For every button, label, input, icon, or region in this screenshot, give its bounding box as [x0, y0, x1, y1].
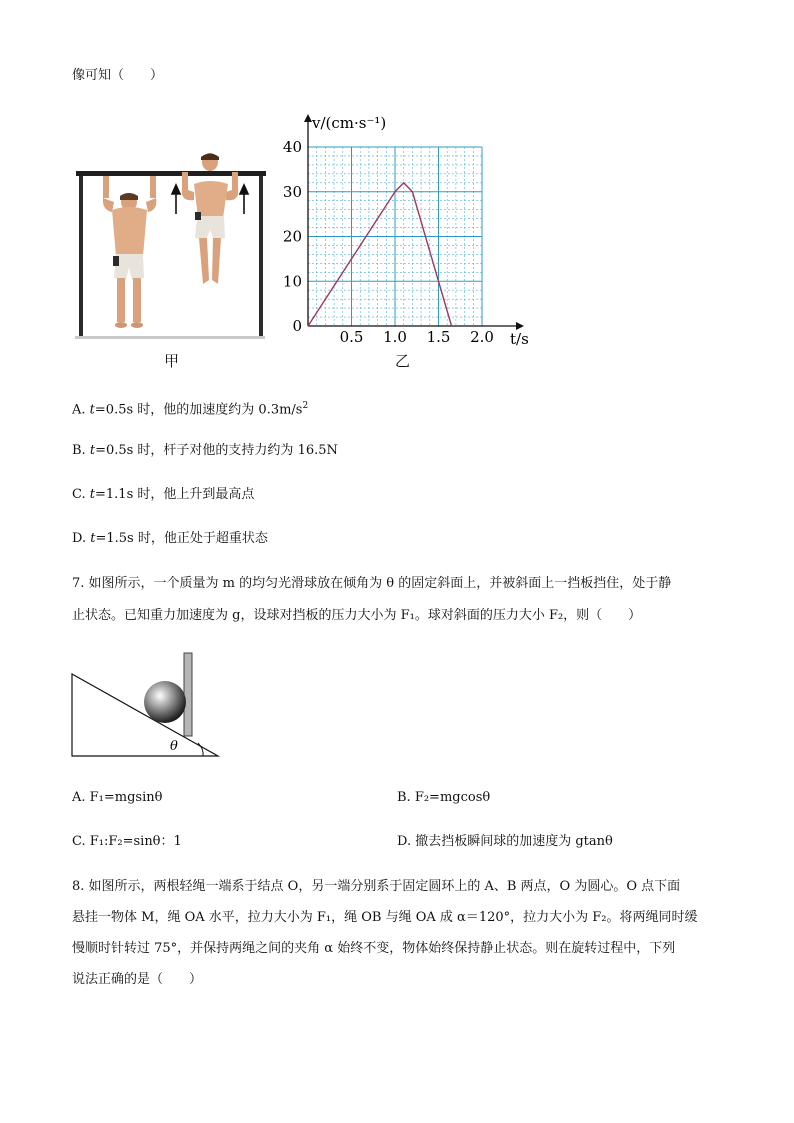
q6-option-a: A. t=0.5s 时，他的加速度约为 $0.3m/s^2$: [72, 401, 309, 418]
y-tick-label: 20: [282, 227, 302, 246]
chart-y-axis-label: v/(cm·s⁻¹): [312, 114, 387, 132]
caption-jia: 甲: [164, 352, 180, 370]
x-tick-label: 1.0: [383, 328, 407, 346]
y-tick-label: 10: [282, 272, 302, 291]
q8-stem-line4: 说法正确的是（ ）: [72, 972, 203, 987]
chart-x-axis-label: t/s: [510, 330, 529, 348]
bar-post-right: [259, 172, 263, 338]
q7-option-d: D. 撤去挡板瞬间球的加速度为 gtanθ: [397, 834, 613, 849]
q7-stem-line2: 止状态。已知重力加速度为 g，设球对挡板的压力大小为 F₁。球对斜面的压力大小 F₂，则（ ）: [72, 608, 642, 623]
y-tick-label: 40: [282, 138, 302, 156]
q8-stem-line3: 慢顺时针转过 75°，并保持两绳之间的夹角 α 始终不变，物体始终保持静止状态。则在旋转过程中，下列: [72, 941, 676, 956]
bar-post-left: [79, 172, 83, 338]
q7-option-c: C. F₁:F₂=sinθ：1: [72, 834, 182, 849]
theta-label: θ: [170, 739, 178, 754]
q7-option-a: A. F₁=mgsinθ: [72, 790, 163, 805]
smooth-ball: [144, 681, 186, 723]
y-tick-label: 30: [282, 182, 302, 201]
q6-option-d: D. t=1.5s 时，他正处于超重状态: [72, 531, 268, 546]
q6-option-b: B. t=0.5s 时，杆子对他的支持力约为 16.5N: [72, 443, 338, 458]
q6-option-c: C. t=1.1s 时，他上升到最高点: [72, 487, 255, 502]
q7-option-b: B. F₂=mgcosθ: [397, 790, 491, 805]
caption-yi: 乙: [395, 352, 411, 370]
chart-axes: [304, 114, 524, 330]
floor-line: [75, 336, 265, 339]
up-arrow-left: [172, 185, 180, 214]
x-tick-label: 0.5: [339, 328, 364, 346]
x-tick-label: 1.5: [426, 328, 451, 346]
incline-figure: [70, 650, 225, 760]
incline-triangle: [72, 674, 218, 756]
intro-line: 像可知（ ）: [72, 68, 164, 83]
pullup-figure: [72, 140, 272, 345]
y-axis-arrow: [304, 114, 312, 122]
person-hanging: [103, 176, 156, 328]
x-tick-label: 2.0: [470, 328, 494, 346]
blocking-board: [184, 653, 192, 736]
q8-stem-line1: 8. 如图所示，两根轻绳一端系于结点 O，另一端分别系于固定圆环上的 A、B 两点，O 为圆心。O 点下面: [72, 879, 681, 894]
y-tick-label: 0: [292, 317, 302, 335]
x-axis-arrow: [516, 322, 524, 330]
vt-chart: [280, 108, 540, 348]
q8-stem-line2: 悬挂一物体 M，绳 OA 水平，拉力大小为 F₁，绳 OB 与绳 OA 成 α＝120°，拉力大小为 F₂。将两绳同时缓: [72, 910, 698, 925]
q7-stem-line1: 7. 如图所示，一个质量为 m 的均匀光滑球放在倾角为 θ 的固定斜面上，并被斜面上一挡板挡住，处于静: [72, 576, 672, 591]
up-arrow-right: [240, 185, 248, 214]
